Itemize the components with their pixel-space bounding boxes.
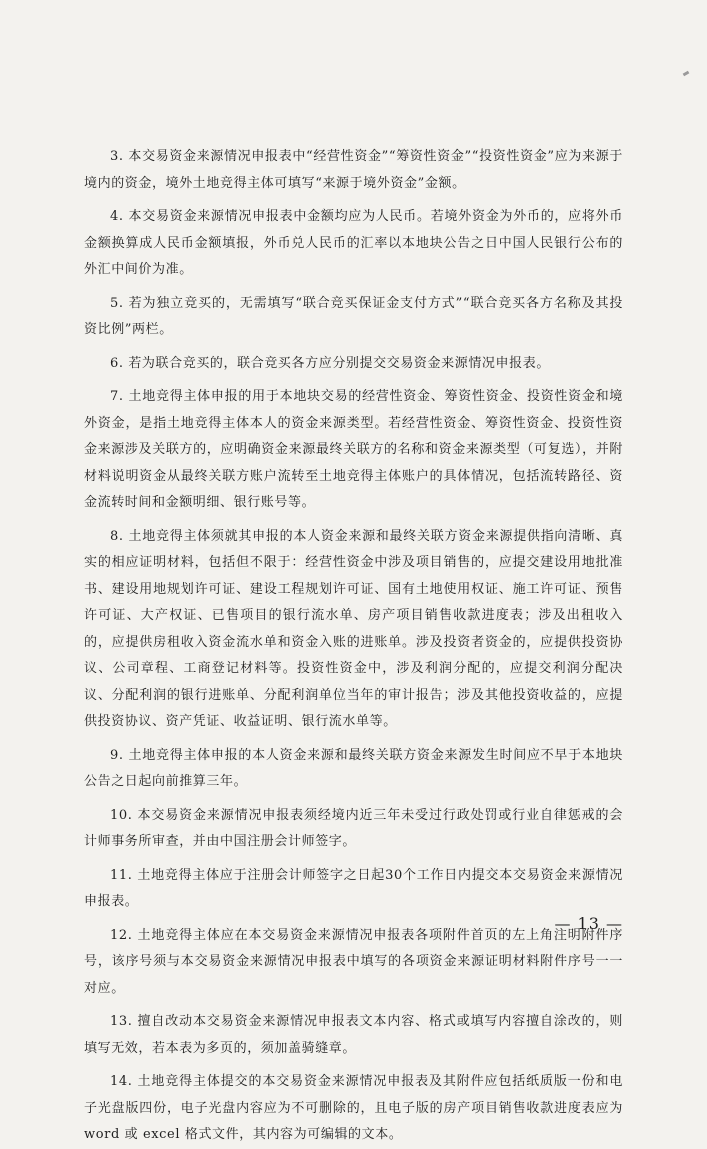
note-paragraph-7: 7. 土地竞得主体申报的用于本地块交易的经营性资金、筹资性资金、投资性资金和境外资金，是指土地竞得主体本人的资金来源类型。若经营性资金、筹资性资金、投资性资金来源涉及关联方的，应明确资金来源最终关联方的名称和资金来源类型（可复选），并附材料说明资金从最终关联方账户流转至土地竞得主体账户的具体情况，包括流转路径、资金流转时间和金额明细、银行账号等。 (84, 389, 623, 510)
note-paragraph-13: 13. 擅自改动本交易资金来源情况申报表文本内容、格式或填写内容擅自涂改的，则填写无效，若本表为多页的，须加盖骑缝章。 (84, 1014, 623, 1056)
note-paragraph-4: 4. 本交易资金来源情况申报表中金额均应为人民币。若境外资金为外币的，应将外币金额换算成人民币金额填报，外币兑人民币的汇率以本地块公告之日中国人民银行公布的外汇中间价为准。 (84, 209, 623, 277)
note-paragraph-6: 6. 若为联合竞买的，联合竞买各方应分别提交交易资金来源情况申报表。 (110, 355, 550, 371)
page-number: — 13 — (554, 914, 623, 933)
note-paragraph-8: 8. 土地竞得主体须就其申报的本人资金来源和最终关联方资金来源提供指向清晰、真实的相应证明材料，包括但不限于：经营性资金中涉及项目销售的，应提交建设用地批准书、建设用地规划许可证、建设工程规划许可证、国有土地使用权证、施工许可证、预售许可证、大产权证、已售项目的银行流水单、房产项目销售收款进度表；涉及出租收入的，应提供房租收入资金流水单和资金入账的进账单。涉及投资者资金的，应提供投资协议、公司章程、工商登记材料等。投资性资金中，涉及利润分配的，应提交利润分配决议、分配利润的银行进账单、分配利润单位当年的审计报告；涉及其他投资收益的，应提供投资协议、资产凭证、收益证明、银行流水单等。 (84, 528, 623, 729)
note-paragraph-9: 9. 土地竞得主体申报的本人资金来源和最终关联方资金来源发生时间应不早于本地块公告之日起向前推算三年。 (84, 747, 623, 789)
note-paragraph-3: 3. 本交易资金来源情况申报表中“经营性资金”“筹资性资金”“投资性资金”应为来源于境内的资金，境外土地竞得主体可填写“来源于境外资金”金额。 (84, 149, 623, 191)
note-paragraph-5: 5. 若为独立竞买的，无需填写“联合竞买保证金支付方式”“联合竞买各方名称及其投资比例”两栏。 (84, 295, 623, 337)
note-paragraph-11: 11. 土地竞得主体应于注册会计师签字之日起30个工作日内提交本交易资金来源情况申报表。 (84, 867, 623, 909)
scan-mark (683, 71, 690, 77)
note-paragraph-14: 14. 土地竞得主体提交的本交易资金来源情况申报表及其附件应包括纸质版一份和电子光盘版四份，电子光盘内容应为不可删除的，且电子版的房产项目销售收款进度表应为 word 或 excel 格式文件，其内容为可编辑的文本。 (84, 1074, 623, 1142)
note-paragraph-10: 10. 本交易资金来源情况申报表须经境内近三年未受过行政处罚或行业自律惩戒的会计师事务所审查，并由中国注册会计师签字。 (84, 807, 623, 849)
note-paragraph-12: 12. 土地竞得主体应在本交易资金来源情况申报表各项附件首页的左上角注明附件序号，该序号须与本交易资金来源情况申报表中填写的各项资金来源证明材料附件序号一一对应。 (84, 927, 623, 996)
